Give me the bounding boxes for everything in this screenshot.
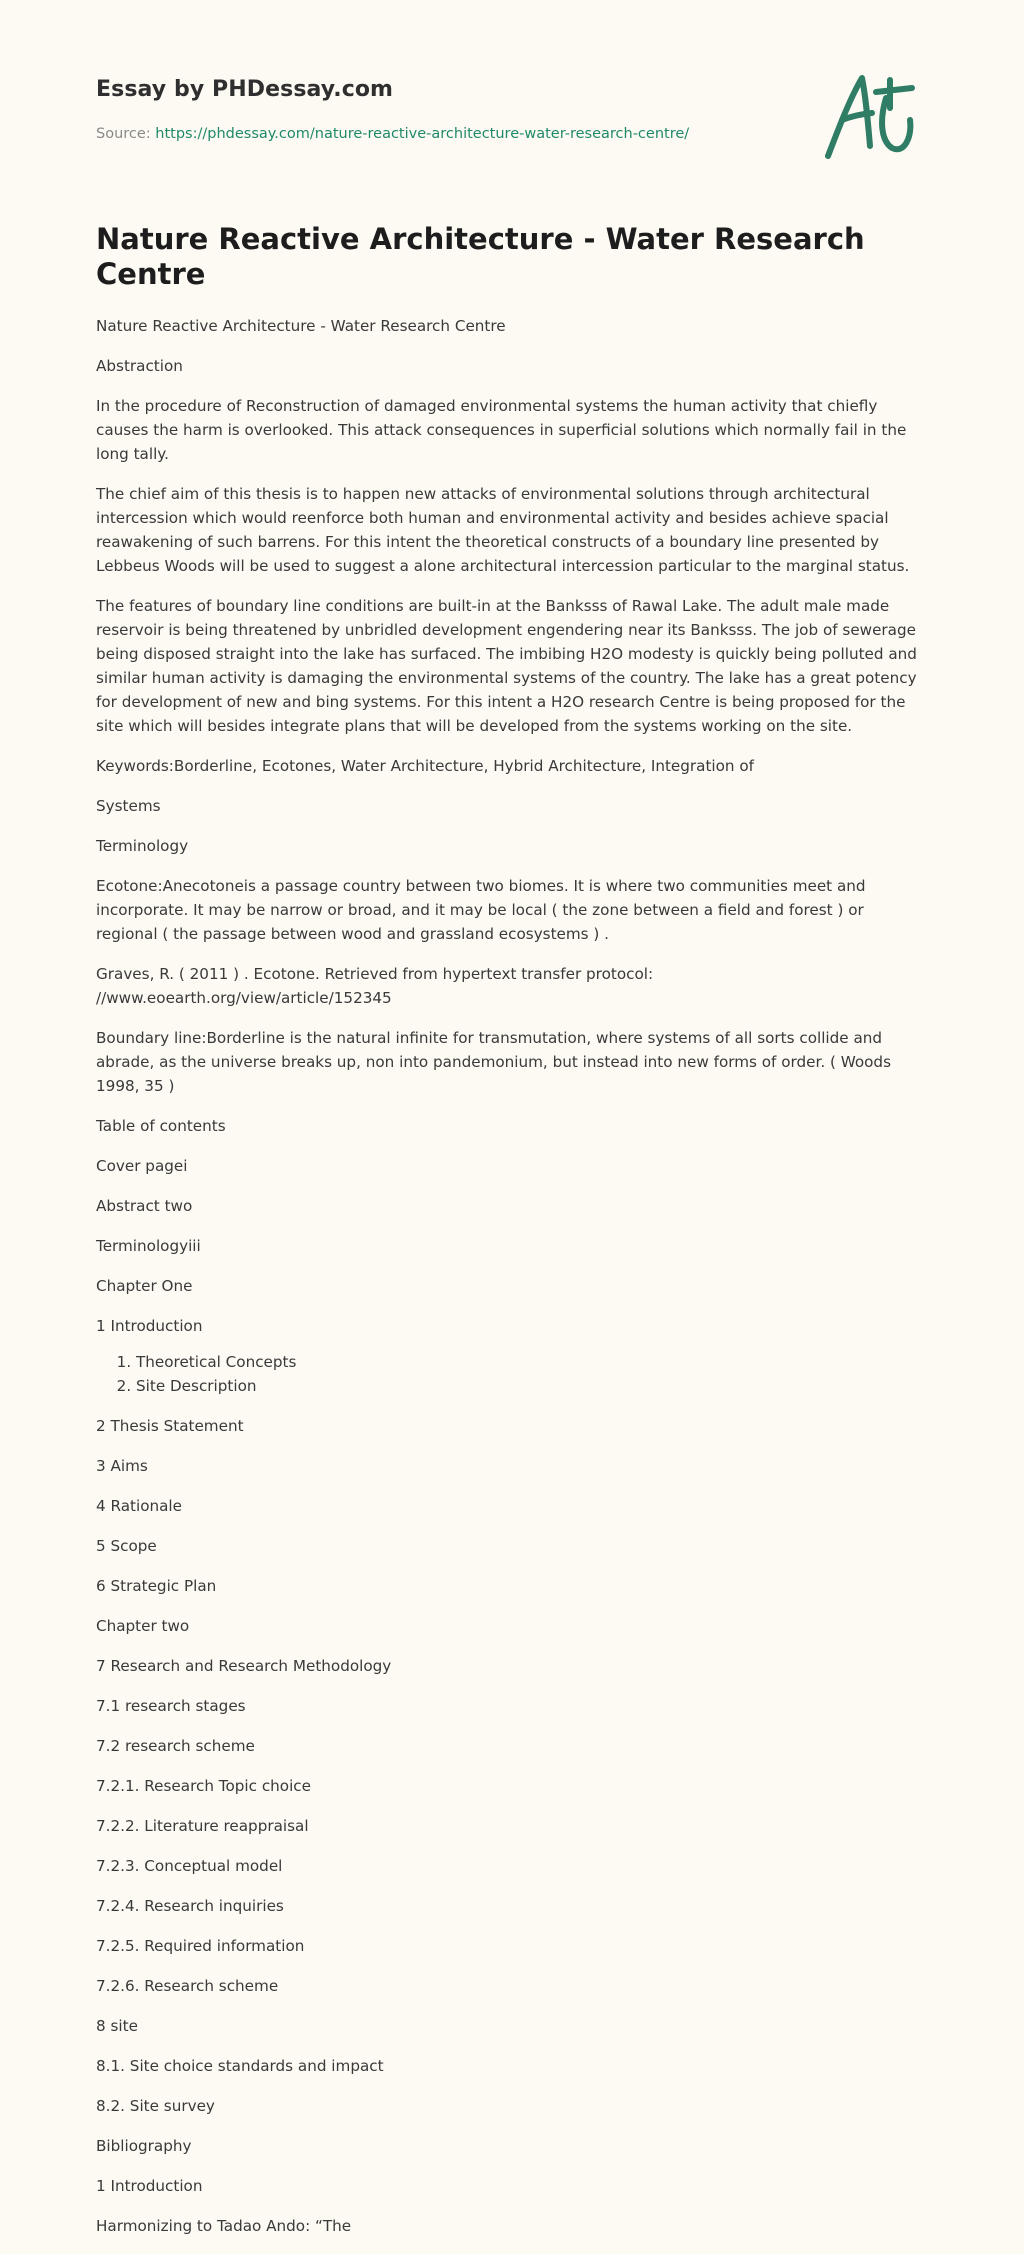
paragraph: 7.2.3. Conceptual model [96, 1856, 283, 1875]
paragraph: 7.2.4. Research inquiries [96, 1896, 284, 1915]
list-item: 2. Site Description [136, 1374, 926, 1398]
site-brand: Essay by PHDessay.com [96, 77, 394, 102]
paragraph: 4 Rationale [96, 1496, 182, 1515]
a-plus-logo-icon [820, 68, 930, 168]
paragraph: In the procedure of Reconstruction of damaged environmental systems the human activity that chiefly causes the harm is overlooked. This attack consequences in superficial solutions which normally fail in the long tally. [96, 396, 907, 463]
paragraph: 7.2 research scheme [96, 1736, 255, 1755]
paragraph: Terminologyiii [96, 1236, 201, 1255]
paragraph: The chief aim of this thesis is to happen new attacks of environmental solutions through architectural intercession which would reenforce both human and environmental activity and besides achieve spacial reawakening of such barrens. For this intent the theoretical constructs of a boundary line presented by Lebbeus Woods will be used to suggest a alone architectural intercession particular to the marginal status. [96, 484, 910, 575]
paragraph: Boundary line:Borderline is the natural infinite for transmutation, where systems of all sorts collide and abrade, as the universe breaks up, non into pandemonium, but instead into new forms of order. ( Woods 1998, 35 ) [96, 1028, 891, 1095]
paragraph: The features of boundary line conditions are built-in at the Banksss of Rawal Lake. The adult male made reservoir is being threatened by unbridled development engendering near its Banksss. The job of sewerage being disposed straight into the lake has surfaced. The imbibing H2O modesty is quickly being polluted and similar human activity is damaging the environmental systems of the country. The lake has a great potency for development of new and bing systems. For this intent a H2O research Centre is being proposed for the site which will besides integrate plans that will be developed from the systems working on the site. [96, 596, 917, 735]
paragraph: Abstract two [96, 1196, 193, 1215]
page-header [96, 78, 796, 142]
paragraph: 8 site [96, 2016, 138, 2035]
paragraph: Chapter One [96, 1276, 193, 1295]
article-title: Nature Reactive Architecture - Water Research Centre [96, 222, 865, 291]
paragraph: 7 Research and Research Methodology [96, 1656, 392, 1675]
paragraph: 7.2.5. Required information [96, 1936, 305, 1955]
paragraph: Chapter two [96, 1616, 190, 1635]
paragraph: Nature Reactive Architecture - Water Research Centre [96, 316, 506, 335]
article-content [96, 222, 926, 2254]
paragraph: 1 Introduction [96, 1316, 203, 1335]
paragraph: 7.2.6. Research scheme [96, 1976, 279, 1995]
source-label: Source: [96, 126, 156, 142]
ordered-list [96, 1350, 926, 1398]
paragraph: Table of contents [96, 1116, 226, 1135]
paragraph: Abstraction [96, 356, 183, 375]
paragraph: 6 Strategic Plan [96, 1576, 217, 1595]
paragraph: Keywords:Borderline, Ecotones, Water Architecture, Hybrid Architecture, Integration of [96, 756, 755, 775]
paragraph: 3 Aims [96, 1456, 148, 1475]
source-line [96, 126, 796, 142]
paragraph: 2 Thesis Statement [96, 1416, 244, 1435]
paragraph: 1 Introduction [96, 2176, 203, 2195]
source-link[interactable]: https://phdessay.com/nature-reactive-architecture-water-research-centre/ [155, 126, 690, 142]
paragraph: Ecotone:Anecotoneis a passage country between two biomes. It is where two communities meet and incorporate. It may be narrow or broad, and it may be local ( the zone between a field and forest ) or regional ( the passage between wood and grassland ecosystems ) . [96, 876, 866, 943]
paragraph: Graves, R. ( 2011 ) . Ecotone. Retrieved from hypertext transfer protocol: //www.eoearth.org/view/article/152345 [96, 964, 654, 1007]
paragraph: 8.1. Site choice standards and impact [96, 2056, 384, 2075]
paragraph: 8.2. Site survey [96, 2096, 215, 2115]
paragraph: 7.2.2. Literature reappraisal [96, 1816, 309, 1835]
paragraph: 7.2.1. Research Topic choice [96, 1776, 311, 1795]
paragraph: Bibliography [96, 2136, 192, 2155]
paragraph: Systems [96, 796, 161, 815]
paragraph: 5 Scope [96, 1536, 157, 1555]
paragraph: Terminology [96, 836, 189, 855]
paragraph: Harmonizing to Tadao Ando: “The [96, 2216, 352, 2235]
list-item: 1. Theoretical Concepts [136, 1350, 926, 1374]
paragraph: Cover pagei [96, 1156, 188, 1175]
paragraph: 7.1 research stages [96, 1696, 246, 1715]
